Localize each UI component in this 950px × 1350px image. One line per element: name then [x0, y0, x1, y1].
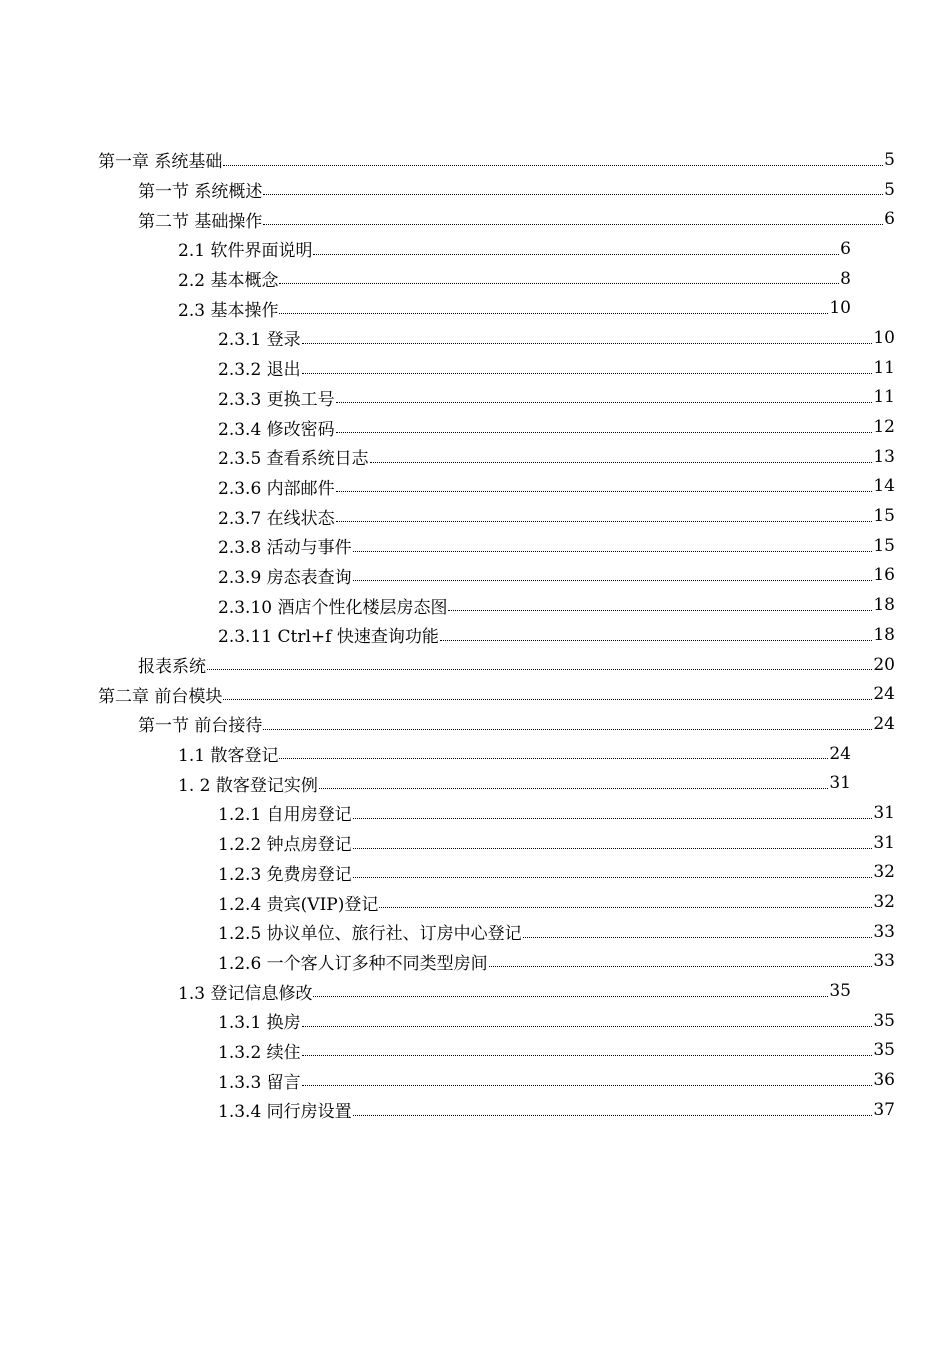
toc-entry[interactable]: [0, 947, 950, 977]
toc-entry[interactable]: [0, 590, 950, 620]
toc-entry[interactable]: [0, 1006, 950, 1036]
toc-entry-page-number: 11: [873, 387, 895, 408]
toc-entry-label: 2.2 基本概念: [178, 266, 278, 291]
dot-leader: [448, 609, 872, 611]
toc-entry[interactable]: [0, 1036, 950, 1066]
dot-leader: [313, 253, 839, 255]
toc-entry[interactable]: [0, 1065, 950, 1095]
dot-leader: [223, 698, 872, 700]
toc-entry-label: 2.3.10 酒店个性化楼层房态图: [218, 593, 447, 618]
dot-leader: [353, 550, 873, 552]
toc-entry[interactable]: [0, 1095, 950, 1125]
toc-entry-page-number: 13: [873, 446, 895, 467]
toc-entry-page-number: 11: [873, 357, 895, 378]
dot-leader: [263, 223, 883, 225]
toc-entry-label: 1.2.2 钟点房登记: [218, 830, 352, 855]
dot-leader: [263, 193, 883, 195]
dot-leader: [313, 995, 828, 997]
toc-entry-label: 2.3.6 内部邮件: [218, 474, 335, 499]
toc-entry-label: 第一章 系统基础: [98, 147, 222, 172]
dot-leader: [336, 401, 873, 403]
toc-entry-page-number: 31: [873, 802, 895, 823]
dot-leader: [207, 668, 872, 670]
dot-leader: [279, 282, 839, 284]
toc-entry-label: 2.3.9 房态表查询: [218, 563, 352, 588]
toc-entry-label: 第二节 基础操作: [138, 207, 262, 232]
toc-entry-label: 2.3.11 Ctrl+f 快速查询功能: [218, 622, 439, 647]
toc-entry-page-number: 5: [884, 179, 895, 200]
toc-entry-label: 1. 2 散客登记实例: [178, 771, 318, 796]
toc-entry-label: 1.3.3 留言: [218, 1068, 301, 1093]
toc-entry[interactable]: [0, 383, 950, 413]
toc-entry-page-number: 37: [873, 1099, 895, 1120]
toc-entry-page-number: 18: [873, 595, 895, 616]
toc-entry-label: 1.2.5 协议单位、旅行社、订房中心登记: [218, 919, 522, 944]
toc-entry[interactable]: [0, 293, 950, 323]
dot-leader: [523, 936, 873, 938]
toc-entry-label: 2.1 软件界面说明: [178, 236, 312, 261]
dot-leader: [279, 757, 828, 759]
toc-entry-page-number: 5: [884, 149, 895, 170]
toc-entry-page-number: 36: [873, 1070, 895, 1091]
dot-leader: [440, 639, 873, 641]
toc-entry-label: 1.2.1 自用房登记: [218, 800, 352, 825]
toc-entry[interactable]: [0, 175, 950, 205]
toc-entry[interactable]: [0, 887, 950, 917]
dot-leader: [319, 787, 829, 789]
toc-entry-label: 2.3.1 登录: [218, 325, 301, 350]
toc-entry[interactable]: [0, 858, 950, 888]
toc-entry-page-number: 33: [873, 951, 895, 972]
toc-entry-page-number: 10: [873, 327, 895, 348]
dot-leader: [279, 312, 828, 314]
toc-entry-label: 2.3.7 在线状态: [218, 504, 335, 529]
dot-leader: [302, 372, 873, 374]
toc-entry[interactable]: [0, 620, 950, 650]
dot-leader: [353, 876, 873, 878]
toc-entry-label: 1.2.4 贵宾(VIP)登记: [218, 890, 378, 915]
toc-entry-label: 1.2.3 免费房登记: [218, 860, 352, 885]
toc-entry-page-number: 32: [873, 862, 895, 883]
toc-entry-label: 第一节 系统概述: [138, 177, 262, 202]
toc-entry-page-number: 14: [873, 476, 895, 497]
toc-entry-page-number: 18: [873, 624, 895, 645]
toc-entry-page-number: 35: [829, 981, 851, 1002]
toc-entry-page-number: 6: [840, 238, 851, 259]
toc-entry-label: 1.2.6 一个客人订多种不同类型房间: [218, 949, 488, 974]
toc-entry-page-number: 32: [873, 892, 895, 913]
toc-entry[interactable]: [0, 976, 950, 1006]
dot-leader: [263, 728, 872, 730]
toc-entry-page-number: 24: [873, 684, 895, 705]
toc-entry-page-number: 16: [873, 565, 895, 586]
toc-entry-label: 报表系统: [138, 652, 206, 677]
toc-entry-page-number: 31: [873, 832, 895, 853]
dot-leader: [336, 490, 873, 492]
toc-entry-page-number: 24: [873, 713, 895, 734]
toc-entry[interactable]: [0, 412, 950, 442]
toc-entry-page-number: 35: [873, 1040, 895, 1061]
toc-entry[interactable]: [0, 145, 950, 175]
toc-entry-label: 2.3.5 查看系统日志: [218, 444, 369, 469]
toc-entry[interactable]: [0, 353, 950, 383]
dot-leader: [353, 847, 873, 849]
toc-entry-page-number: 8: [840, 268, 851, 289]
toc-entry[interactable]: [0, 917, 950, 947]
toc-entry[interactable]: [0, 739, 950, 769]
toc-entry[interactable]: [0, 234, 950, 264]
toc-entry[interactable]: [0, 798, 950, 828]
toc-entry-page-number: 10: [829, 298, 851, 319]
toc-entry[interactable]: [0, 501, 950, 531]
dot-leader: [379, 906, 872, 908]
toc-entry-label: 第一节 前台接待: [138, 711, 262, 736]
toc-entry-page-number: 35: [873, 1010, 895, 1031]
toc-entry[interactable]: [0, 709, 950, 739]
toc-entry[interactable]: [0, 204, 950, 234]
toc-entry-label: 第二章 前台模块: [98, 682, 222, 707]
toc-entry-label: 2.3 基本操作: [178, 296, 278, 321]
toc-entry[interactable]: [0, 561, 950, 591]
toc-entry-label: 2.3.3 更换工号: [218, 385, 335, 410]
toc-entry[interactable]: [0, 264, 950, 294]
toc-entry[interactable]: [0, 768, 950, 798]
toc-entry-page-number: 6: [884, 209, 895, 230]
toc-entry[interactable]: [0, 323, 950, 353]
toc-entry-label: 2.3.4 修改密码: [218, 415, 335, 440]
dot-leader: [353, 817, 873, 819]
toc-entry-label: 2.3.8 活动与事件: [218, 533, 352, 558]
toc-entry-label: 1.3 登记信息修改: [178, 979, 312, 1004]
toc-entry-page-number: 24: [829, 743, 851, 764]
dot-leader: [336, 431, 873, 433]
dot-leader: [489, 965, 873, 967]
dot-leader: [302, 1054, 873, 1056]
toc-entry[interactable]: [0, 679, 950, 709]
toc-entry[interactable]: [0, 828, 950, 858]
toc-entry-page-number: 15: [873, 535, 895, 556]
toc-entry-label: 2.3.2 退出: [218, 355, 301, 380]
dot-leader: [353, 1114, 873, 1116]
toc-entry[interactable]: [0, 650, 950, 680]
toc-entry-label: 1.3.1 换房: [218, 1008, 301, 1033]
dot-leader: [302, 1025, 873, 1027]
dot-leader: [223, 164, 883, 166]
dot-leader: [302, 1084, 873, 1086]
toc-entry-page-number: 33: [873, 921, 895, 942]
dot-leader: [336, 520, 873, 522]
toc-entry-label: 1.1 散客登记: [178, 741, 278, 766]
table-of-contents: [0, 145, 950, 1125]
dot-leader: [353, 579, 873, 581]
dot-leader: [370, 461, 873, 463]
toc-entry[interactable]: [0, 442, 950, 472]
toc-entry[interactable]: [0, 531, 950, 561]
toc-entry-page-number: 20: [873, 654, 895, 675]
toc-entry-page-number: 15: [873, 506, 895, 527]
toc-entry-page-number: 31: [829, 773, 851, 794]
toc-entry-page-number: 12: [873, 417, 895, 438]
toc-entry-label: 1.3.4 同行房设置: [218, 1097, 352, 1122]
toc-entry[interactable]: [0, 472, 950, 502]
dot-leader: [302, 342, 873, 344]
toc-entry-label: 1.3.2 续住: [218, 1038, 301, 1063]
